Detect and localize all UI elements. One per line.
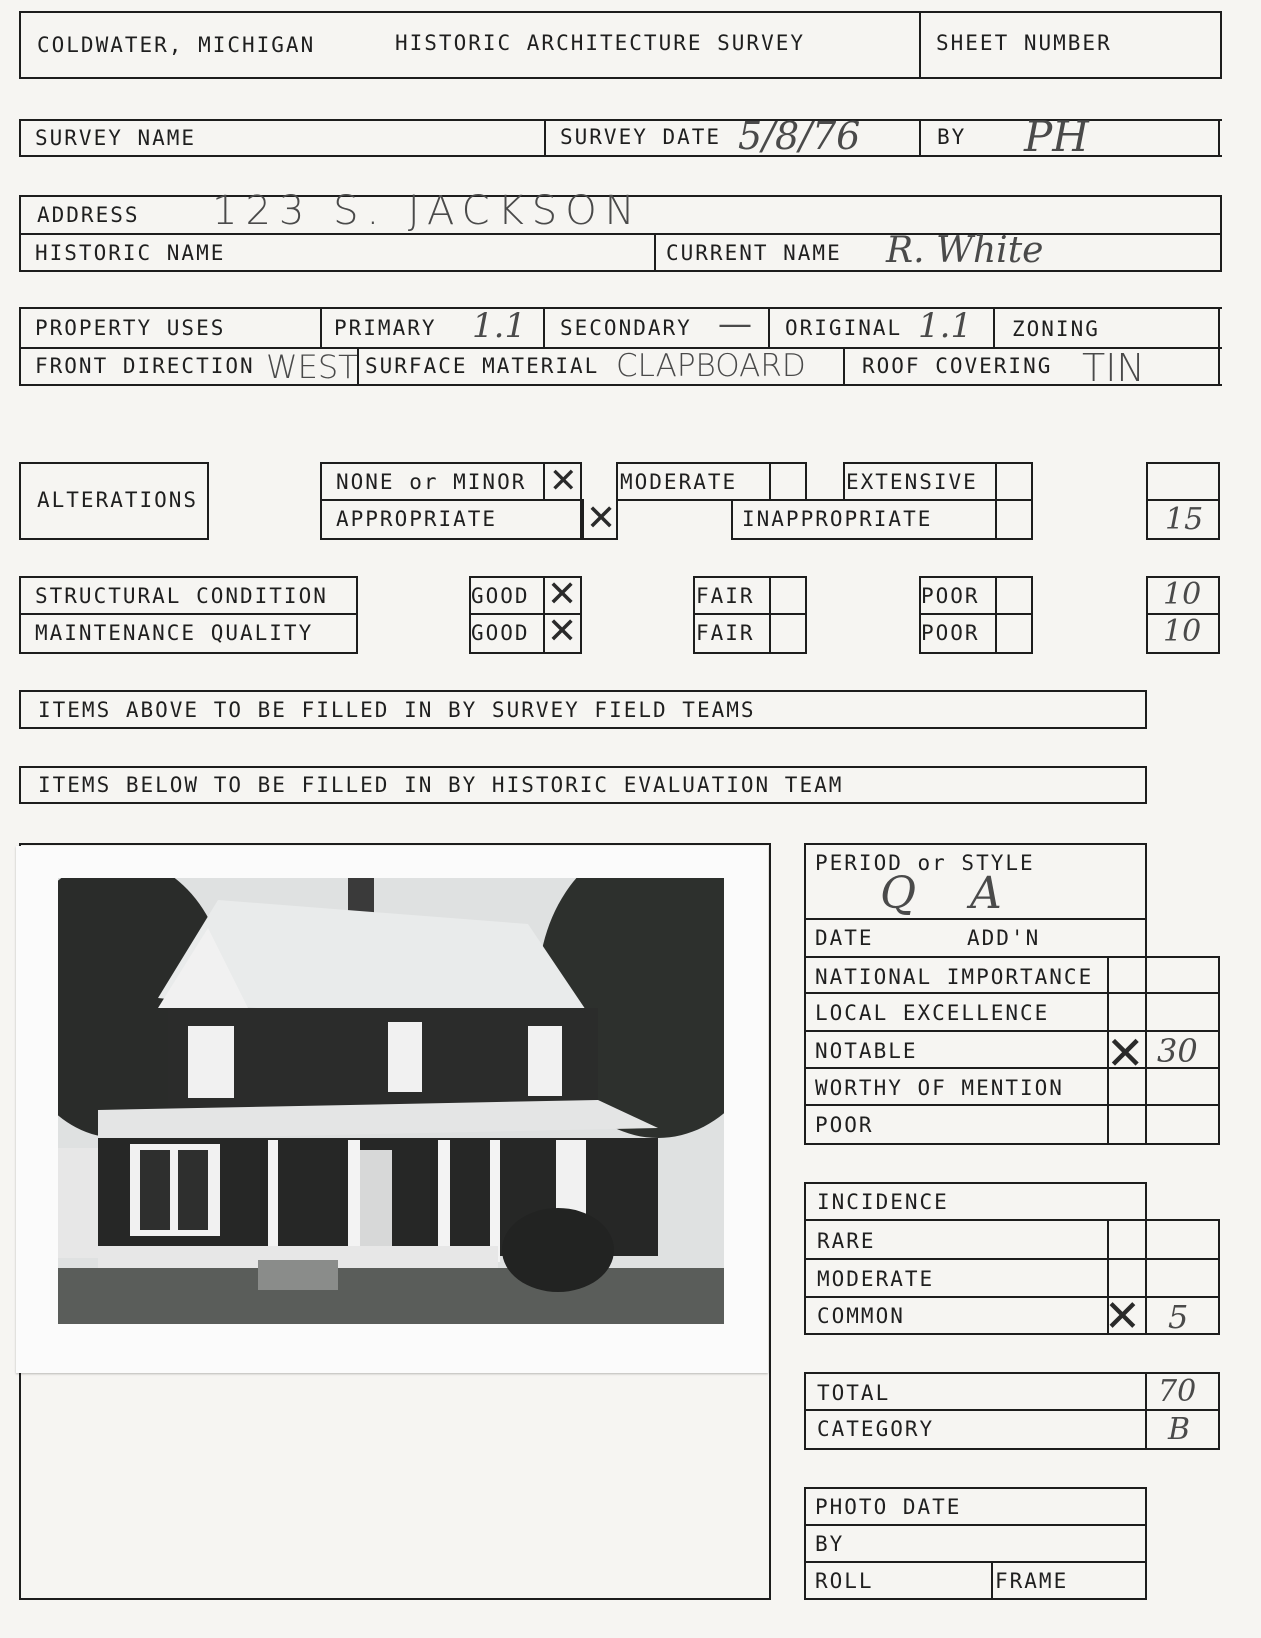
photo-area-top <box>19 843 771 845</box>
house-illustration <box>58 878 724 1324</box>
note-below: ITEMS BELOW TO BE FILLED IN BY HISTORIC EVALUATION TEAM <box>38 773 844 797</box>
period-label: PERIOD or STYLE <box>815 851 1035 875</box>
secondary-value: — <box>718 304 752 344</box>
address-div <box>654 233 656 272</box>
alt-moderate-cell <box>769 462 771 501</box>
zoning-label: ZONING <box>1012 317 1100 341</box>
property-top <box>19 307 1222 309</box>
alt-none-cell <box>543 462 545 501</box>
front-direction-value: WEST <box>266 348 358 386</box>
eval-row-poor: POOR <box>815 1113 874 1137</box>
inc-line-3 <box>804 1296 1218 1298</box>
survey-by-value: PH <box>1024 112 1089 161</box>
secondary-label: SECONDARY <box>560 316 692 340</box>
photo-info-line-2 <box>804 1561 1147 1563</box>
property-div6 <box>843 347 845 386</box>
photo-mount <box>16 846 768 1373</box>
alt-appropriate-label: APPROPRIATE <box>336 507 498 531</box>
inc-line-4 <box>804 1333 1218 1335</box>
note-above-right <box>1145 690 1147 729</box>
roof-covering-value: TIN <box>1082 346 1145 390</box>
current-name-label: CURRENT NAME <box>666 241 842 265</box>
sheet-number-label: SHEET NUMBER <box>936 31 1112 55</box>
note-above: ITEMS ABOVE TO BE FILLED IN BY SURVEY FIELD TEAMS <box>38 698 756 722</box>
maintenance-good-check: ✕ <box>547 611 578 652</box>
fair-cell <box>769 576 771 654</box>
alt-score-mid <box>1146 499 1220 501</box>
property-div1 <box>320 307 322 349</box>
maintenance-label: MAINTENANCE QUALITY <box>35 621 314 645</box>
survey-date-value: 5/8/76 <box>738 114 861 158</box>
eval-row-notable: NOTABLE <box>815 1039 918 1063</box>
roll-label: ROLL <box>815 1569 874 1593</box>
note-above-left <box>19 690 21 729</box>
maintenance-score: 10 <box>1163 614 1202 649</box>
note-below-right <box>1145 766 1147 804</box>
poor-cell <box>995 576 997 654</box>
survey-row-div1 <box>544 119 546 157</box>
note-above-top <box>19 690 1147 692</box>
note-below-top <box>19 766 1147 768</box>
good-cell <box>543 576 545 654</box>
eval-line-6 <box>804 1104 1218 1106</box>
current-name-value: R. White <box>886 230 1044 271</box>
photo-info-line-1 <box>804 1524 1147 1526</box>
historic-name-label: HISTORIC NAME <box>35 241 226 265</box>
survey-date-label: SURVEY DATE <box>560 125 722 149</box>
photo-info-col <box>991 1561 993 1600</box>
survey-by-label: BY <box>937 125 967 149</box>
note-above-bottom <box>19 727 1147 729</box>
inc-line-2 <box>804 1258 1218 1260</box>
eval-line-7 <box>804 1143 1218 1145</box>
structural-label: STRUCTURAL CONDITION <box>35 584 328 608</box>
address-value: 123 S. JACKSON <box>212 188 643 234</box>
alt-extensive-cell <box>995 462 997 501</box>
alterations-label: ALTERATIONS <box>37 488 199 512</box>
eval-line-2 <box>804 956 1218 958</box>
inc-score-col <box>1218 1219 1220 1335</box>
eval-row-national: NATIONAL IMPORTANCE <box>815 965 1094 989</box>
incidence-moderate: MODERATE <box>817 1267 935 1291</box>
property-uses-label: PROPERTY USES <box>35 316 226 340</box>
common-check: ✕ <box>1104 1291 1141 1342</box>
totals-mid <box>804 1409 1220 1411</box>
alt-moderate-label: MODERATE <box>620 470 738 494</box>
property-bottom <box>19 384 1222 386</box>
structural-poor-label: POOR <box>921 584 980 608</box>
alt-inappropriate-label: INAPPROPRIATE <box>742 507 933 531</box>
alt-appropriate-check: ✕ <box>586 498 617 539</box>
original-value: 1.1 <box>918 306 973 346</box>
category-label: CATEGORY <box>817 1417 935 1441</box>
maintenance-poor-label: POOR <box>921 621 980 645</box>
notable-score: 30 <box>1157 1032 1198 1070</box>
inc-line-1 <box>804 1219 1218 1221</box>
maintenance-fair-label: FAIR <box>696 621 755 645</box>
totals-col <box>1145 1372 1147 1450</box>
survey-row-right <box>1218 119 1220 157</box>
property-div3 <box>768 307 770 349</box>
photo-area-bottom <box>19 1598 771 1600</box>
house-photo <box>58 878 724 1324</box>
fair-mid <box>693 613 807 615</box>
eval-row-worthy: WORTHY OF MENTION <box>815 1076 1064 1100</box>
structural-fair-label: FAIR <box>696 584 755 608</box>
primary-label: PRIMARY <box>334 316 437 340</box>
roof-covering-label: ROOF COVERING <box>862 354 1053 378</box>
property-left <box>19 307 21 386</box>
period-value: Q A <box>880 868 1022 919</box>
eval-score-col <box>1218 956 1220 1145</box>
surface-material-value: CLAPBOARD <box>616 348 806 384</box>
surface-material-label: SURFACE MATERIAL <box>365 354 600 378</box>
property-div2 <box>543 307 545 349</box>
total-label: TOTAL <box>817 1381 891 1405</box>
survey-name-label: SURVEY NAME <box>35 126 197 150</box>
primary-value: 1.1 <box>472 306 527 346</box>
structural-good-label: GOOD <box>471 584 530 608</box>
alt-appr-right <box>582 499 584 540</box>
original-label: ORIGINAL <box>785 316 903 340</box>
alt-appr-right2 <box>616 499 618 540</box>
maintenance-good-label: GOOD <box>471 621 530 645</box>
alt-none-label: NONE or MINOR <box>336 470 527 494</box>
header-city: COLDWATER, MICHIGAN <box>37 33 316 57</box>
note-below-bottom <box>19 802 1147 804</box>
incidence-common: COMMON <box>817 1304 905 1328</box>
property-div4 <box>993 307 995 349</box>
photo-date-label: PHOTO DATE <box>815 1495 962 1519</box>
eval-line-5 <box>804 1067 1218 1069</box>
alt-inappropriate-cell <box>995 499 997 540</box>
date-label: DATE <box>815 926 874 950</box>
header-divider <box>919 11 921 79</box>
address-label: ADDRESS <box>37 203 140 227</box>
poor-mid <box>919 613 1033 615</box>
alt-extensive-label: EXTENSIVE <box>846 470 978 494</box>
frame-label: FRAME <box>995 1569 1069 1593</box>
survey-row-div2 <box>919 119 921 157</box>
category-value: B <box>1168 1412 1191 1447</box>
header-title: HISTORIC ARCHITECTURE SURVEY <box>395 31 806 55</box>
front-direction-label: FRONT DIRECTION <box>35 354 255 378</box>
notable-check: ✕ <box>1106 1026 1145 1080</box>
eval-line-3 <box>804 992 1218 994</box>
cond-label-mid <box>19 613 358 615</box>
photo-area-right <box>769 843 771 1600</box>
addn-label: ADD'N <box>967 926 1041 950</box>
eval-row-local: LOCAL EXCELLENCE <box>815 1001 1050 1025</box>
incidence-label: INCIDENCE <box>817 1190 949 1214</box>
property-right <box>1218 307 1220 386</box>
eval-line-4 <box>804 1030 1218 1032</box>
survey-row-left <box>19 119 21 157</box>
structural-good-check: ✕ <box>547 574 578 615</box>
structural-score: 10 <box>1163 577 1202 612</box>
alt-none-check: ✕ <box>549 461 578 501</box>
alt-score: 15 <box>1165 502 1204 537</box>
common-score: 5 <box>1168 1298 1189 1336</box>
total-value: 70 <box>1158 1374 1197 1409</box>
incidence-rare: RARE <box>817 1229 876 1253</box>
photo-by-label: BY <box>815 1532 845 1556</box>
note-below-left <box>19 766 21 804</box>
